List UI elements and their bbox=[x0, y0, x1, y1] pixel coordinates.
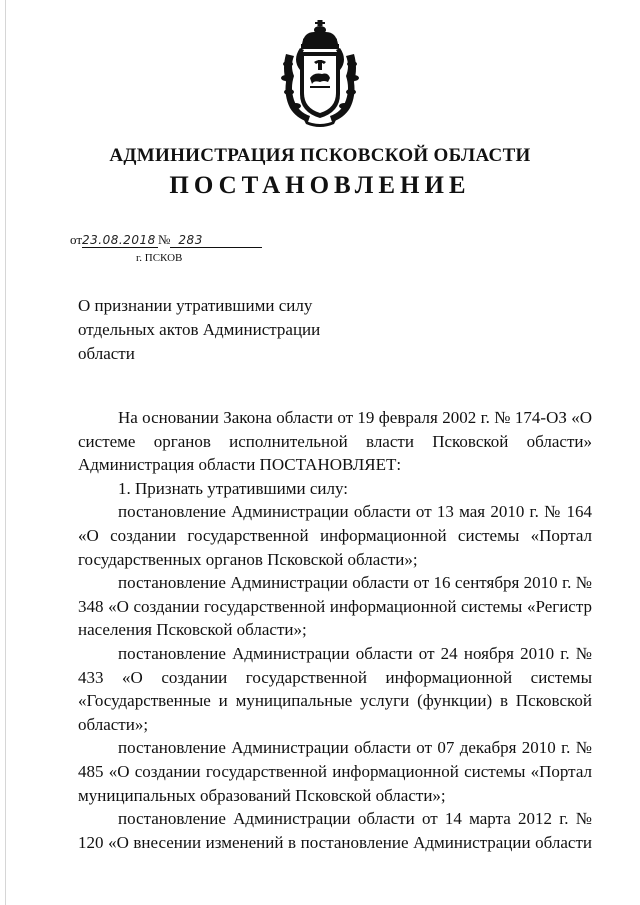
body-paragraph: На основании Закона области от 19 февраля 2002 г. № 174-ОЗ «О системе органов исполнительной власти Псковской области» Администрация области ПОСТАНОВЛЯЕТ: bbox=[78, 408, 592, 475]
body-paragraph: постановление Администрации области от 14 марта 2012 г. № 120 «О внесении изменений в постановление Администрации области bbox=[78, 809, 592, 852]
number-field bbox=[170, 233, 262, 248]
body-paragraph: постановление Администрации области от 16 сентября 2010 г. № 348 «О создании государственной информационной системы «Регистр населения Псковской области»; bbox=[78, 573, 592, 640]
date-field bbox=[82, 233, 158, 248]
subject-line: отдельных актов Администрации bbox=[78, 320, 321, 339]
body-paragraph: постановление Администрации области от 24 ноября 2010 г. № 433 «О создании государственной информационной системы «Государственные и муниципальные услуги (функции) в Псковской области»; bbox=[78, 643, 592, 734]
date-prefix: от bbox=[70, 232, 83, 247]
subject-line: О признании утратившими силу bbox=[78, 296, 313, 315]
subject-line: области bbox=[78, 344, 135, 363]
coat-of-arms-emblem bbox=[280, 20, 360, 128]
city-label: г. ПСКОВ bbox=[136, 252, 183, 264]
document-type-title: ПОСТАНОВЛЕНИЕ bbox=[169, 172, 471, 199]
page-edge bbox=[5, 0, 6, 905]
document-body bbox=[78, 406, 592, 854]
body-paragraph: постановление Администрации области от 07 декабря 2010 г. № 485 «О создании государственной информационной системы «Портал муниципальных образований Псковской области»; bbox=[78, 738, 592, 805]
date-value: 23.08.2018 bbox=[82, 233, 156, 247]
number-prefix: № bbox=[158, 232, 171, 247]
body-paragraph: постановление Администрации области от 13 мая 2010 г. № 164 «О создании государственной информационной системы «Портал государственных органов Псковской области»; bbox=[78, 502, 592, 569]
date-number-line bbox=[70, 232, 262, 248]
document-subject bbox=[78, 294, 338, 366]
organization-title: АДМИНИСТРАЦИЯ ПСКОВСКОЙ ОБЛАСТИ bbox=[109, 145, 531, 166]
number-value: 283 bbox=[178, 233, 203, 247]
body-paragraph: 1. Признать утратившими силу: bbox=[118, 478, 348, 498]
